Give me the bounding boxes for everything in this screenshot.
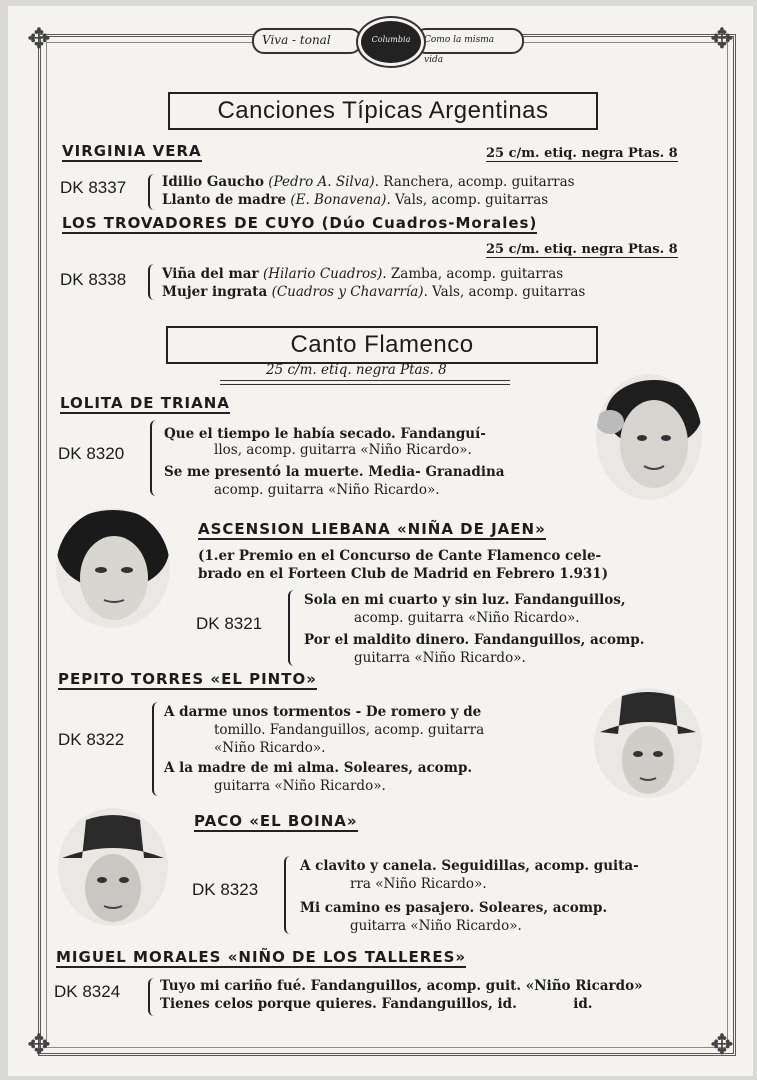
award-note: brado en el Forteen Club de Madrid en Febrero 1.931) <box>198 566 609 582</box>
brace <box>148 978 156 1016</box>
catalog-number: DK 8320 <box>58 444 125 463</box>
brand-header <box>248 18 528 65</box>
brand-right-label: Como la misma vida <box>414 28 524 54</box>
catalog-number: DK 8324 <box>54 982 121 1001</box>
catalog-number: DK 8323 <box>192 880 259 899</box>
song-line: Sola en mi cuarto y sin luz. Fandanguillos, <box>304 592 626 608</box>
price-label: 25 c/m. etiq. negra Ptas. 8 <box>486 242 678 257</box>
song-line: tomillo. Fandanguillos, acomp. guitarra <box>214 722 485 738</box>
artist-name: LOS TROVADORES DE CUYO (Dúo Cuadros-Morales) <box>62 214 538 232</box>
section-price: 25 c/m. etiq. negra Ptas. 8 <box>266 362 447 378</box>
artist-name: PACO «EL BOINA» <box>194 812 358 830</box>
brace <box>148 174 156 210</box>
corner-ornament-icon: ✥ <box>27 22 51 55</box>
brace <box>150 420 158 496</box>
song-line: llos, acomp. guitarra «Niño Ricardo». <box>214 442 472 458</box>
brand-disc-label: Columbia <box>371 35 411 44</box>
brace <box>288 590 296 666</box>
catalog-number: DK 8321 <box>196 614 263 633</box>
corner-ornament-icon: ✥ <box>710 22 734 55</box>
catalog-number: DK 8337 <box>60 178 127 197</box>
section-title-argentinas: Canciones Típicas Argentinas <box>168 92 598 130</box>
song-line: A darme unos tormentos - De romero y de <box>164 704 482 720</box>
catalog-number: DK 8338 <box>60 270 127 289</box>
song-line: acomp. guitarra «Niño Ricardo». <box>354 610 580 626</box>
song-line: rra «Niño Ricardo». <box>350 876 487 892</box>
song-line: Se me presentó la muerte. Media- Granadina <box>164 464 505 480</box>
catalog-number: DK 8322 <box>58 730 125 749</box>
artist-name: MIGUEL MORALES «NIÑO DE LOS TALLERES» <box>56 948 467 966</box>
song-line: Por el maldito dinero. Fandanguillos, acomp. <box>304 632 645 648</box>
song-line: Viña del mar (Hilario Cuadros). Zamba, acomp. guitarras <box>162 266 564 282</box>
song-line: Mujer ingrata (Cuadros y Chavarría). Vals, acomp. guitarras <box>162 284 586 300</box>
song-line: Que el tiempo le había secado. Fandanguí- <box>164 426 486 442</box>
song-line: Llanto de madre (E. Bonavena). Vals, acomp. guitarras <box>162 192 549 208</box>
portrait-photo <box>594 688 702 798</box>
portrait-photo <box>56 508 170 628</box>
song-line: Mi camino es pasajero. Soleares, acomp. <box>300 900 608 916</box>
artist-name: LOLITA DE TRIANA <box>60 394 230 412</box>
brace <box>284 856 292 934</box>
song-line: Tuyo mi cariño fué. Fandanguillos, acomp. guit. «Niño Ricardo» <box>160 978 643 994</box>
corner-ornament-icon: ✥ <box>710 1028 734 1061</box>
song-line: A clavito y canela. Seguidillas, acomp. guita- <box>300 858 639 874</box>
divider <box>220 380 510 381</box>
artist-name: PEPITO TORRES «EL PINTO» <box>58 670 317 688</box>
song-line: «Niño Ricardo». <box>214 740 326 756</box>
catalog-page <box>8 6 753 1076</box>
brand-left-label: Viva - tonal <box>252 28 362 54</box>
song-line: Tienes celos porque quieres. Fandanguillos, id. id. <box>160 996 593 1012</box>
song-line: acomp. guitarra «Niño Ricardo». <box>214 482 440 498</box>
brace <box>148 264 156 300</box>
price-label: 25 c/m. etiq. negra Ptas. 8 <box>486 146 678 161</box>
song-line: guitarra «Niño Ricardo». <box>214 778 386 794</box>
artist-name: VIRGINIA VERA <box>62 142 202 160</box>
record-logo-icon <box>358 18 424 66</box>
song-line: A la madre de mi alma. Soleares, acomp. <box>164 760 473 776</box>
section-title-flamenco: Canto Flamenco <box>166 326 598 364</box>
corner-ornament-icon: ✥ <box>27 1028 51 1061</box>
artist-name: ASCENSION LIEBANA «NIÑA DE JAEN» <box>198 520 546 538</box>
song-line: Idilio Gaucho (Pedro A. Silva). Ranchera, acomp. guitarras <box>162 174 575 190</box>
divider <box>220 384 510 385</box>
award-note: (1.er Premio en el Concurso de Cante Flamenco cele- <box>198 548 602 564</box>
song-line: guitarra «Niño Ricardo». <box>354 650 526 666</box>
portrait-photo <box>596 374 702 500</box>
song-line: guitarra «Niño Ricardo». <box>350 918 522 934</box>
portrait-photo <box>58 808 168 926</box>
brace <box>152 702 160 796</box>
